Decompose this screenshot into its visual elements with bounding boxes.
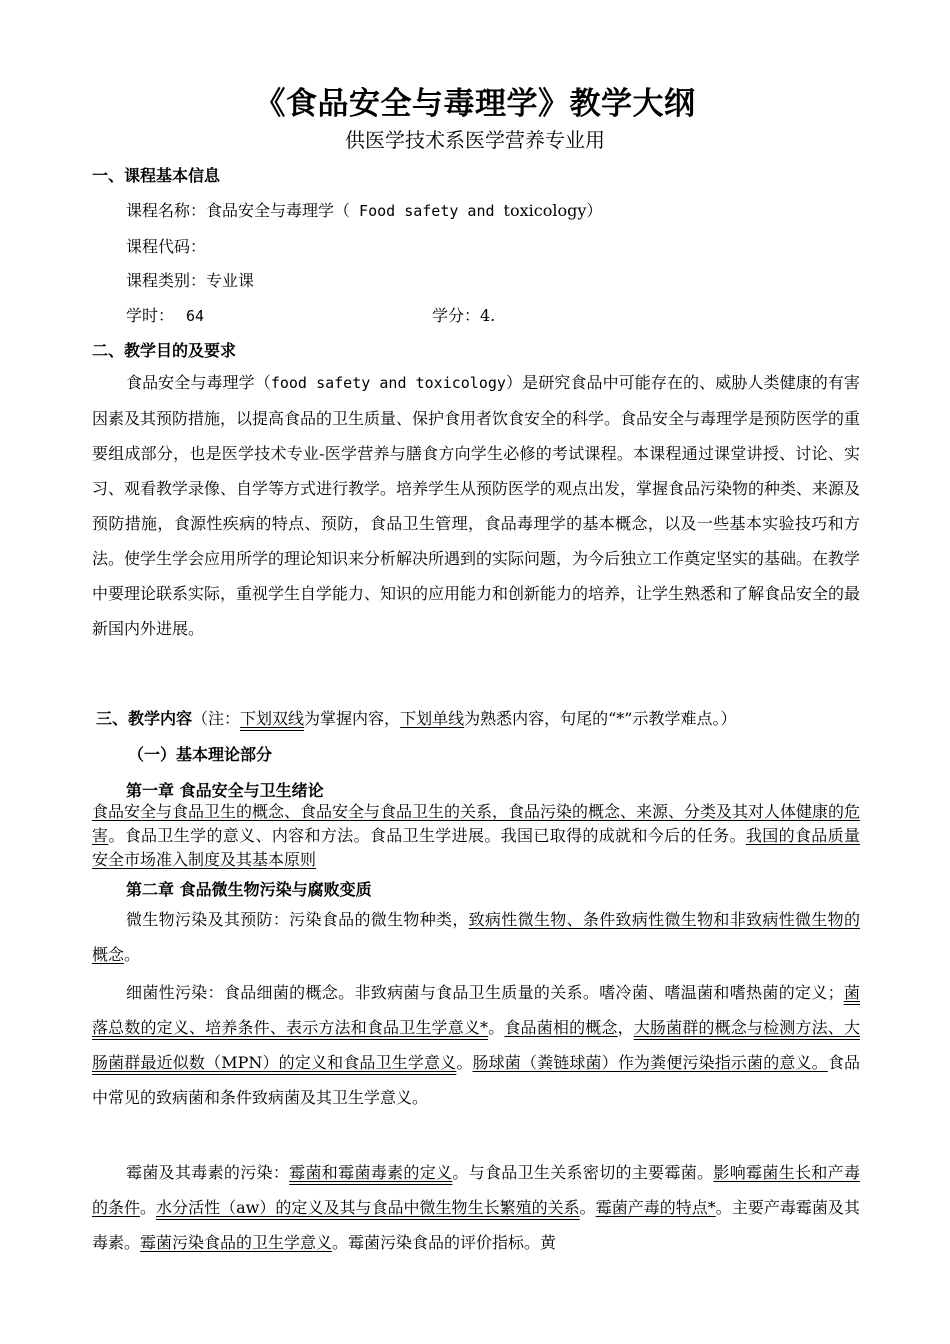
section-heading-content: 三、教学内容 bbox=[96, 709, 193, 728]
document-title: 《食品安全与毒理学》教学大纲 bbox=[254, 86, 696, 122]
ch2-p1-text-1: 微生物污染及其预防：污染食品的微生物种类， bbox=[126, 910, 469, 929]
ch2-p1-text-2: 。 bbox=[124, 945, 141, 964]
chapter-2-paragraph-3 bbox=[92, 1155, 860, 1260]
document-subtitle: 供医学技术系医学营养专业用 bbox=[345, 128, 605, 152]
ch2-p2-underline-3: 大肠菌群的概念与检测方法、大肠菌群最近似数（MPN）的定义和食品卫生学意义 bbox=[92, 1018, 860, 1072]
ch2-p3-text-1: 霉菌及其毒素的污染： bbox=[126, 1163, 290, 1182]
ch2-p3-underline-1: 霉菌和霉菌毒素的定义 bbox=[289, 1163, 453, 1182]
course-hours-field bbox=[126, 303, 204, 326]
ch2-p3-text-6: 。霉菌污染食品的评价指标。黄 bbox=[332, 1233, 557, 1252]
ch2-p2-text-3: ， bbox=[617, 1018, 634, 1037]
course-category-field: 课程类别：专业课 bbox=[126, 271, 255, 290]
ch2-p2-underline-2: 食品菌相的概念 bbox=[504, 1018, 618, 1037]
ch2-p3-text-5: 。主要产毒霉菌及其毒素。 bbox=[92, 1198, 860, 1252]
ch1-underline-2: 我国的食品质量安全市场准入制度及其基本原则 bbox=[92, 826, 860, 869]
hours-value: 64 bbox=[186, 307, 205, 325]
course-name-label: 课程名称：食品安全与毒理学（ bbox=[126, 201, 351, 220]
ch2-p3-text-3: 。 bbox=[140, 1198, 157, 1217]
ch2-p2-text-2: 。 bbox=[488, 1018, 505, 1037]
part-basic-theory: （一）基本理论部分 bbox=[128, 745, 273, 764]
ch2-p2-text-4: 。 bbox=[456, 1053, 473, 1072]
section-heading-objectives: 二、教学目的及要求 bbox=[92, 341, 237, 360]
note-c: 为熟悉内容，句尾的“*”示教学难点。） bbox=[464, 709, 737, 728]
section-heading-content-line bbox=[96, 706, 736, 729]
course-code-field: 课程代码： bbox=[126, 237, 207, 256]
ch2-p3-text-4: 。 bbox=[579, 1198, 596, 1217]
note-a: （注： bbox=[192, 709, 241, 728]
ch2-p2-underline-1: 菌落总数的定义、培养条件、表示方法和食品卫生学意义* bbox=[92, 983, 860, 1037]
objectives-text: ）是研究食品中可能存在的、威胁人类健康的有害因素及其预防措施，以提高食品的卫生质量、保护食用者饮食安全的科学。食品安全与毒理学是预防医学的重要组成部分，也是医学技术专业-医学营养与膳食方向学生必修的考试课程。本课程通过课堂讲授、讨论、实习、观看教学录像、自学等方式进行教学。培养学生从预防医学的观点出发，掌握食品污染物的种类、来源及预防措施，食源性疾病的特点、预防，食品卫生管理，食品毒理学的基本概念，以及一些基本实验技巧和方法。使学生学会应用所学的理论知识来分析解决所遇到的实际问题，为今后独立工作奠定坚实的基础。在教学中要理论联系实际，重视学生自学能力、知识的应用能力和创新能力的培养，让学生熟悉和了解食品安全的最新国内外进展。 bbox=[92, 373, 861, 638]
note-double-underline: 下划双线 bbox=[240, 709, 305, 728]
ch2-p3-underline-2: 影响霉菌生长和产毒的条件 bbox=[92, 1163, 860, 1217]
ch1-text-1: 。食品卫生学的意义、内容和方法。食品卫生学进展。我国已取得的成就和今后的任务。 bbox=[108, 826, 746, 845]
objectives-en: food safety and toxicology bbox=[270, 374, 506, 392]
chapter-1-title: 第一章 食品安全与卫生绪论 bbox=[126, 781, 324, 800]
ch2-p3-underline-3: 水分活性（aw）的定义及其与食品中微生物生长繁殖的关系 bbox=[156, 1198, 580, 1217]
chapter-2-title: 第二章 食品微生物污染与腐败变质 bbox=[126, 880, 372, 899]
ch2-p2-underline-4: 肠球菌（粪链球菌）作为粪便污染指示菌的意义。 bbox=[472, 1053, 828, 1072]
ch2-p3-text-2: 。与食品卫生关系密切的主要霉菌。 bbox=[452, 1163, 714, 1182]
chapter-2-paragraph-2 bbox=[92, 975, 860, 1115]
note-b: 为掌握内容， bbox=[304, 709, 401, 728]
course-name-en: Food safety and bbox=[350, 202, 504, 220]
chapter-2-paragraph-1 bbox=[92, 902, 860, 972]
course-credits-field: 学分：4. bbox=[432, 306, 496, 325]
ch1-underline-1: 食品安全与食品卫生的概念、食品安全与食品卫生的关系，食品污染的概念、来源、分类及其对人体健康的危害 bbox=[92, 802, 861, 845]
note-single-underline: 下划单线 bbox=[400, 709, 465, 728]
ch2-p3-underline-4: 霉菌产毒的特点* bbox=[595, 1198, 716, 1217]
ch2-p3-underline-5: 霉菌污染食品的卫生学意义 bbox=[140, 1233, 333, 1252]
ch2-p1-underline-1: 致病性微生物、条件致病性微生物和非致病性微生物的概念 bbox=[92, 910, 860, 964]
objectives-paragraph bbox=[92, 365, 860, 646]
hours-label: 学时： bbox=[126, 306, 175, 325]
course-name-field bbox=[126, 198, 602, 221]
chapter-1-text bbox=[92, 800, 860, 872]
ch2-p2-text-5: 食品中常见的致病菌和条件致病菌及其卫生学意义。 bbox=[92, 1053, 860, 1107]
section-heading-basic-info: 一、课程基本信息 bbox=[92, 166, 221, 185]
objectives-lead: 食品安全与毒理学（ bbox=[126, 373, 271, 392]
course-name-en-2: toxicology） bbox=[503, 201, 603, 220]
ch2-p2-text-1: 细菌性污染：食品细菌的概念。非致病菌与食品卫生质量的关系。嗜冷菌、嗜温菌和嗜热菌的定义； bbox=[126, 983, 844, 1002]
